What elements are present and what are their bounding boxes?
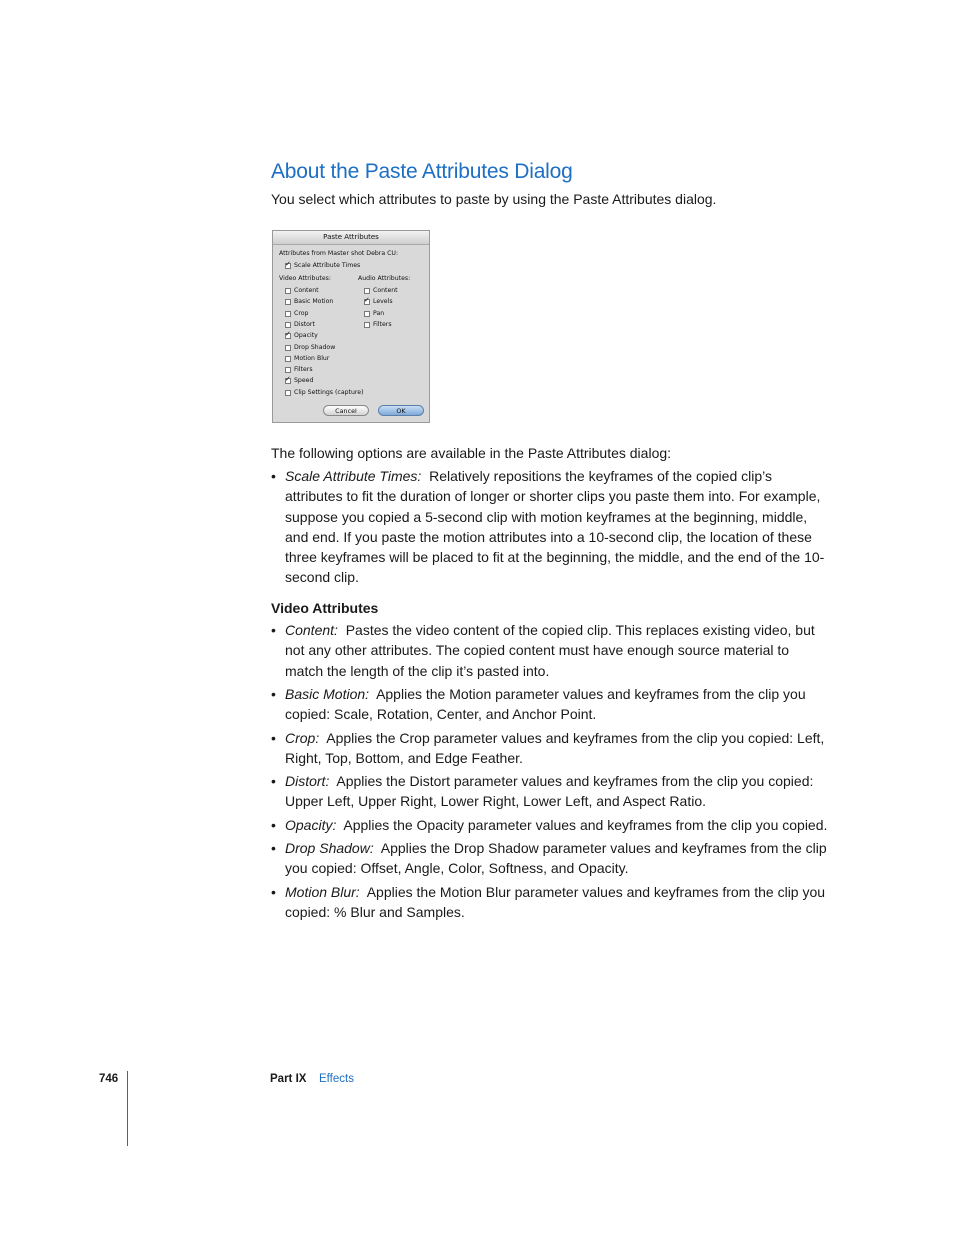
checkbox-icon[interactable] <box>285 345 291 351</box>
video-attributes-subhead: Video Attributes <box>271 600 379 616</box>
video-crop-checkbox[interactable] <box>285 310 308 318</box>
ok-button[interactable]: OK <box>378 405 424 416</box>
footer-part: Part IX <box>270 1073 307 1085</box>
checkbox-label: Crop <box>294 309 309 317</box>
page-number: 746 <box>99 1073 119 1085</box>
checkbox-icon[interactable] <box>285 378 291 384</box>
checkbox-icon[interactable] <box>285 311 291 317</box>
checkbox-label: Filters <box>294 366 313 374</box>
video-opacity-checkbox[interactable] <box>285 332 318 340</box>
checkbox-icon[interactable] <box>285 356 291 362</box>
checkbox-icon[interactable] <box>285 299 291 305</box>
video-basic-motion-checkbox[interactable] <box>285 298 333 306</box>
checkbox-icon[interactable] <box>285 333 291 339</box>
video-drop-shadow-checkbox[interactable] <box>285 344 335 352</box>
bullet-distort <box>271 771 831 812</box>
scale-attribute-times-checkbox[interactable] <box>285 262 360 270</box>
checkbox-label: Content <box>294 287 319 294</box>
checkbox-icon[interactable] <box>285 390 291 396</box>
bullet-opacity <box>271 815 851 835</box>
checkbox-label: Levels <box>373 298 393 306</box>
checkbox-icon[interactable] <box>364 299 370 305</box>
bullet-motion-blur <box>271 882 831 923</box>
bullet-content <box>271 620 831 681</box>
checkbox-label: Motion Blur <box>294 354 330 362</box>
bullet-text: Applies the Opacity parameter values and keyframes from the clip you copied. <box>343 817 828 833</box>
video-speed-checkbox[interactable] <box>285 377 313 385</box>
bullet-basic-motion <box>271 684 831 725</box>
bullet-drop-shadow <box>271 838 831 879</box>
bullet-term: Scale Attribute Times: <box>285 468 422 484</box>
checkbox-label: Pan <box>373 309 385 317</box>
video-motion-blur-checkbox[interactable] <box>285 355 329 363</box>
video-distort-checkbox[interactable] <box>285 321 315 329</box>
page-title: About the Paste Attributes Dialog <box>271 160 573 183</box>
audio-attributes-header: Audio Attributes: <box>358 275 411 282</box>
checkbox-icon[interactable] <box>364 322 370 328</box>
dialog-title: Paste Attributes <box>273 231 429 245</box>
paste-attributes-dialog <box>272 230 430 423</box>
bullet-text: Applies the Distort parameter values and keyframes from the clip you copied: Upper Left, Upper Right, Lower Right, Lower Left, and Aspect Ratio. <box>285 773 814 810</box>
bullet-term: Opacity: <box>285 817 337 833</box>
checkbox-icon[interactable] <box>364 311 370 317</box>
checkbox-icon[interactable] <box>285 322 291 328</box>
checkbox-label: Clip Settings (capture) <box>294 388 364 396</box>
cancel-button[interactable]: Cancel <box>323 405 369 416</box>
bullet-text: Pastes the video content of the copied clip. This replaces existing video, but not any other attributes. The copied content must have enough source material to match the length of the clip it’s pasted into. <box>285 622 815 679</box>
checkbox-label: Opacity <box>294 332 318 340</box>
checkbox-label: Distort <box>294 320 315 328</box>
checkbox-label: Scale Attribute Times <box>294 262 361 269</box>
bullet-text: Applies the Motion parameter values and keyframes from the clip you copied: Scale, Rotation, Center, and Anchor Point. <box>285 686 806 723</box>
audio-pan-checkbox[interactable] <box>364 310 384 318</box>
footer-rule <box>127 1071 128 1146</box>
bullet-crop <box>271 728 831 769</box>
checkbox-icon[interactable] <box>285 288 291 294</box>
bullet-term: Distort: <box>285 773 330 789</box>
bullet-term: Basic Motion: <box>285 686 370 702</box>
bullet-text: Relatively repositions the keyframes of the copied clip’s attributes to fit the duration of longer or shorter clips you paste them into. For example, suppose you copied a 5-second clip with motion keyframes at the beginning, middle, and end. If you paste the motion attributes into a 10-second clip, the location of these three keyframes will be placed to fit at the beginning, the middle, and the end of the 10-second clip. <box>285 468 825 586</box>
video-attributes-header: Video Attributes: <box>279 275 331 282</box>
checkbox-label: Drop Shadow <box>294 343 336 351</box>
bullet-term: Content: <box>285 622 338 638</box>
options-intro: The following options are available in the Paste Attributes dialog: <box>271 445 672 461</box>
audio-levels-checkbox[interactable] <box>364 298 393 306</box>
checkbox-icon[interactable] <box>364 288 370 294</box>
bullet-scale-attribute-times <box>271 466 831 588</box>
bullet-term: Motion Blur: <box>285 884 360 900</box>
video-content-checkbox[interactable] <box>285 287 319 295</box>
audio-filters-checkbox[interactable] <box>364 321 392 329</box>
audio-content-checkbox[interactable] <box>364 287 398 295</box>
checkbox-icon[interactable] <box>285 263 291 269</box>
dialog-source-label: Attributes from Master shot Debra CU: <box>279 250 399 257</box>
video-filters-checkbox[interactable] <box>285 366 313 374</box>
bullet-term: Crop: <box>285 730 320 746</box>
checkbox-label: Filters <box>373 320 392 328</box>
bullet-text: Applies the Drop Shadow parameter values and keyframes from the clip you copied: Offset, Angle, Color, Softness, and Opacity. <box>285 840 827 877</box>
bullet-text: Applies the Crop parameter values and keyframes from the clip you copied: Left, Right, Top, Bottom, and Edge Feather. <box>285 730 825 767</box>
bullet-term: Drop Shadow: <box>285 840 374 856</box>
checkbox-icon[interactable] <box>285 367 291 373</box>
checkbox-label: Basic Motion <box>294 298 334 306</box>
intro-paragraph: You select which attributes to paste by using the Paste Attributes dialog. <box>271 191 717 207</box>
checkbox-label: Speed <box>294 377 314 385</box>
video-clip-settings-checkbox[interactable] <box>285 389 364 397</box>
bullet-text: Applies the Motion Blur parameter values and keyframes from the clip you copied: % Blur and Samples. <box>285 884 826 921</box>
footer-chapter-link[interactable]: Effects <box>319 1073 354 1085</box>
checkbox-label: Content <box>373 287 398 294</box>
